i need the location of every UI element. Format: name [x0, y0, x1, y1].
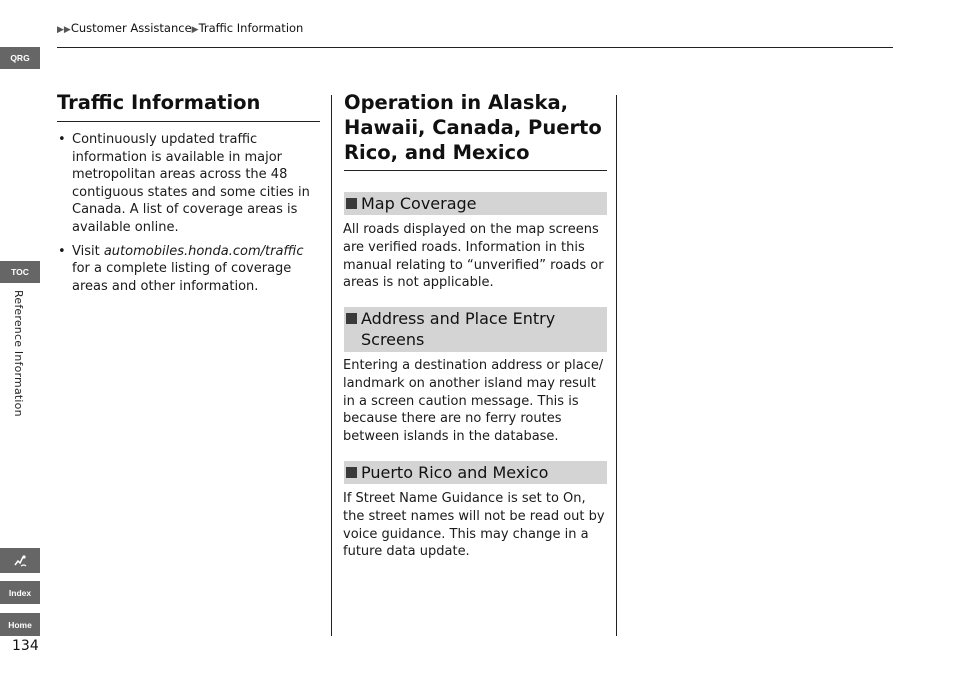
subheading-label: Puerto Rico and Mexico [361, 463, 549, 482]
section-title-operation: Operation in Alaska, Hawaii, Canada, Puerto Rico, and Mexico [344, 91, 602, 164]
square-bullet-icon [346, 313, 357, 324]
square-bullet-icon [346, 467, 357, 478]
traffic-website-link[interactable]: automobiles.honda.com/traffic [103, 243, 304, 259]
bullet-text: Continuously updated traffic information is available in major metropolitan areas across the 48 contiguous states and some cities in Canada. A list of coverage areas is available online. [72, 132, 310, 235]
list-item [57, 131, 322, 237]
nav-tab-voice[interactable] [0, 548, 40, 573]
breadcrumb [57, 21, 303, 35]
title-underline [57, 121, 320, 122]
nav-tab-toc-label: TOC [11, 267, 29, 277]
square-bullet-icon [346, 198, 357, 209]
setting-value: On [563, 491, 582, 506]
breadcrumb-current: Traffic Information [198, 21, 304, 35]
breadcrumb-arrow-icon: ▶ [191, 25, 199, 35]
nav-tab-qrg-label: QRG [10, 53, 30, 63]
voice-command-icon [12, 553, 28, 569]
title-underline [344, 170, 607, 171]
subheading-address-entry [344, 307, 607, 352]
nav-tab-home[interactable] [0, 613, 40, 636]
paragraph-text: If [343, 491, 356, 506]
bullet-text: for a complete listing of coverage areas and other information. [72, 261, 292, 294]
list-item [57, 243, 322, 296]
nav-tab-index[interactable] [0, 581, 40, 604]
traffic-bullet-list [57, 131, 322, 301]
breadcrumb-arrow-icon: ▶▶ [57, 25, 71, 35]
column-divider [616, 95, 617, 636]
paragraph-puerto-rico-mexico [343, 490, 611, 561]
setting-name: Street Name Guidance [355, 491, 504, 506]
subheading-map-coverage [344, 192, 607, 215]
column-divider [331, 95, 332, 636]
paragraph-text: is set to [503, 491, 564, 506]
subheading-puerto-rico-mexico [344, 461, 607, 484]
nav-tab-home-label: Home [8, 619, 32, 630]
section-side-label: Reference Information [12, 290, 25, 417]
nav-tab-index-label: Index [8, 587, 32, 598]
paragraph-text: , the street names will not be read out by voice guidance. This may change in a future data update. [343, 491, 605, 560]
bullet-text: Visit [72, 243, 104, 259]
nav-tab-toc[interactable] [0, 261, 40, 283]
subheading-label: Address and Place Entry Screens [361, 309, 556, 349]
paragraph-map-coverage: All roads displayed on the map screens are verified roads. Information in this manual relating to “unverified” roads or areas is not applicable. [343, 222, 604, 291]
section-title-traffic: Traffic Information [57, 91, 261, 114]
header-divider [57, 47, 893, 48]
paragraph-address-entry: Entering a destination address or place/ landmark on another island may result in a screen caution message. This is because there are no ferry routes between islands in the database. [343, 358, 604, 445]
subheading-label: Map Coverage [361, 194, 477, 213]
page-number: 134 [12, 638, 39, 654]
breadcrumb-link-customer-assistance[interactable]: Customer Assistance [70, 21, 192, 35]
nav-tab-qrg[interactable] [0, 47, 40, 69]
